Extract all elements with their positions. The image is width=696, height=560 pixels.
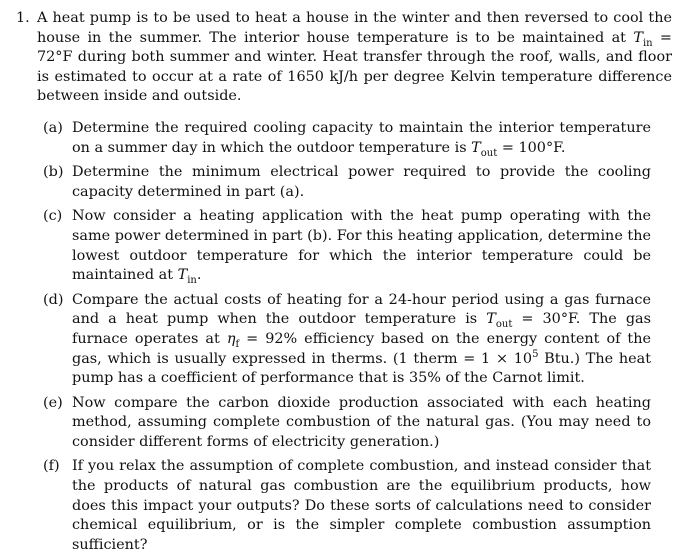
eta-symbol: η [226,330,236,347]
tin-subscript: in [187,275,197,286]
eta-subscript: f [235,338,240,350]
part-text-run: Btu.) The heat pump has a coefficient of performance that is 35% of the Carnot limit. [72,350,651,387]
part-c [37,207,672,285]
part-label: (e) [43,394,63,411]
part-text [72,119,651,158]
part-text: Now compare the carbon dioxide production associated with each heating method, assuming complete combustion of the natural gas. (You may need to consider different forms of electricity generation.) [72,394,651,450]
exponent: 5 [532,348,539,360]
tout-symbol: T [486,311,496,328]
part-label: (c) [43,208,63,225]
parts-list [37,119,672,555]
problem-statement [37,9,672,107]
part-label: (d) [43,291,64,308]
part-text-run: Determine the required cooling capacity to maintain the interior temperature on a summer day in which the outdoor temperature is [72,119,651,156]
part-text [72,207,651,285]
part-a [37,119,672,158]
part-text-run: = 100°F. [497,139,566,156]
part-b [37,163,672,202]
part-label: (a) [43,119,63,136]
tin-symbol: T [177,267,188,284]
tout-subscript: out [480,147,498,159]
tin-subscript: in [642,37,653,49]
tin-symbol: T [633,29,643,46]
part-label: (b) [43,164,64,181]
statement-text: A heat pump is to be used to heat a house in the winter and then reversed to cool the house in the summer. The interior house temperature is to be maintained at [37,10,672,46]
part-text-run: . [196,267,202,284]
part-f [37,457,672,555]
part-text: If you relax the assumption of complete combustion, and instead consider that the products of natural gas combustion are the equilibrium products, how does this impact your outputs? Do these sorts of calculations need to consider chemical equilibrium, or is the simpler complete combustion assumption sufficient? [72,458,651,553]
tout-symbol: T [471,139,481,156]
part-label: (f) [43,458,60,475]
problem-number: 1. [16,10,30,26]
problem-1 [16,9,680,560]
part-text-run: = 92% efficiency based on the energy content of the gas, which is usually expressed in therms. (1 therm = 1 × 10 [72,330,651,367]
problem-body [37,9,672,560]
part-text: Determine the minimum electrical power required to provide the cooling capacity determined in part (a). [72,164,651,200]
part-d [37,291,672,389]
part-text-run: = 30°F. The gas furnace operates at [72,311,651,347]
part-e [37,394,672,453]
part-text-run: Now consider a heating application with the heat pump operating with the same power determined in part (b). For this heating application, determine the lowest outdoor temperature for which the interior temperature could be maintained at [72,208,651,284]
part-text-run: Compare the actual costs of heating for a 24-hour period using a gas furnace and a heat pump when the outdoor temperature is [72,291,651,328]
statement-text: = 72°F during both summer and winter. Heat transfer through the roof, walls, and floor is estimated to occur at a rate of 1650 kJ/h per degree Kelvin temperature difference between inside and outside. [37,29,672,105]
tout-subscript: out [495,319,513,331]
part-text [72,291,651,389]
